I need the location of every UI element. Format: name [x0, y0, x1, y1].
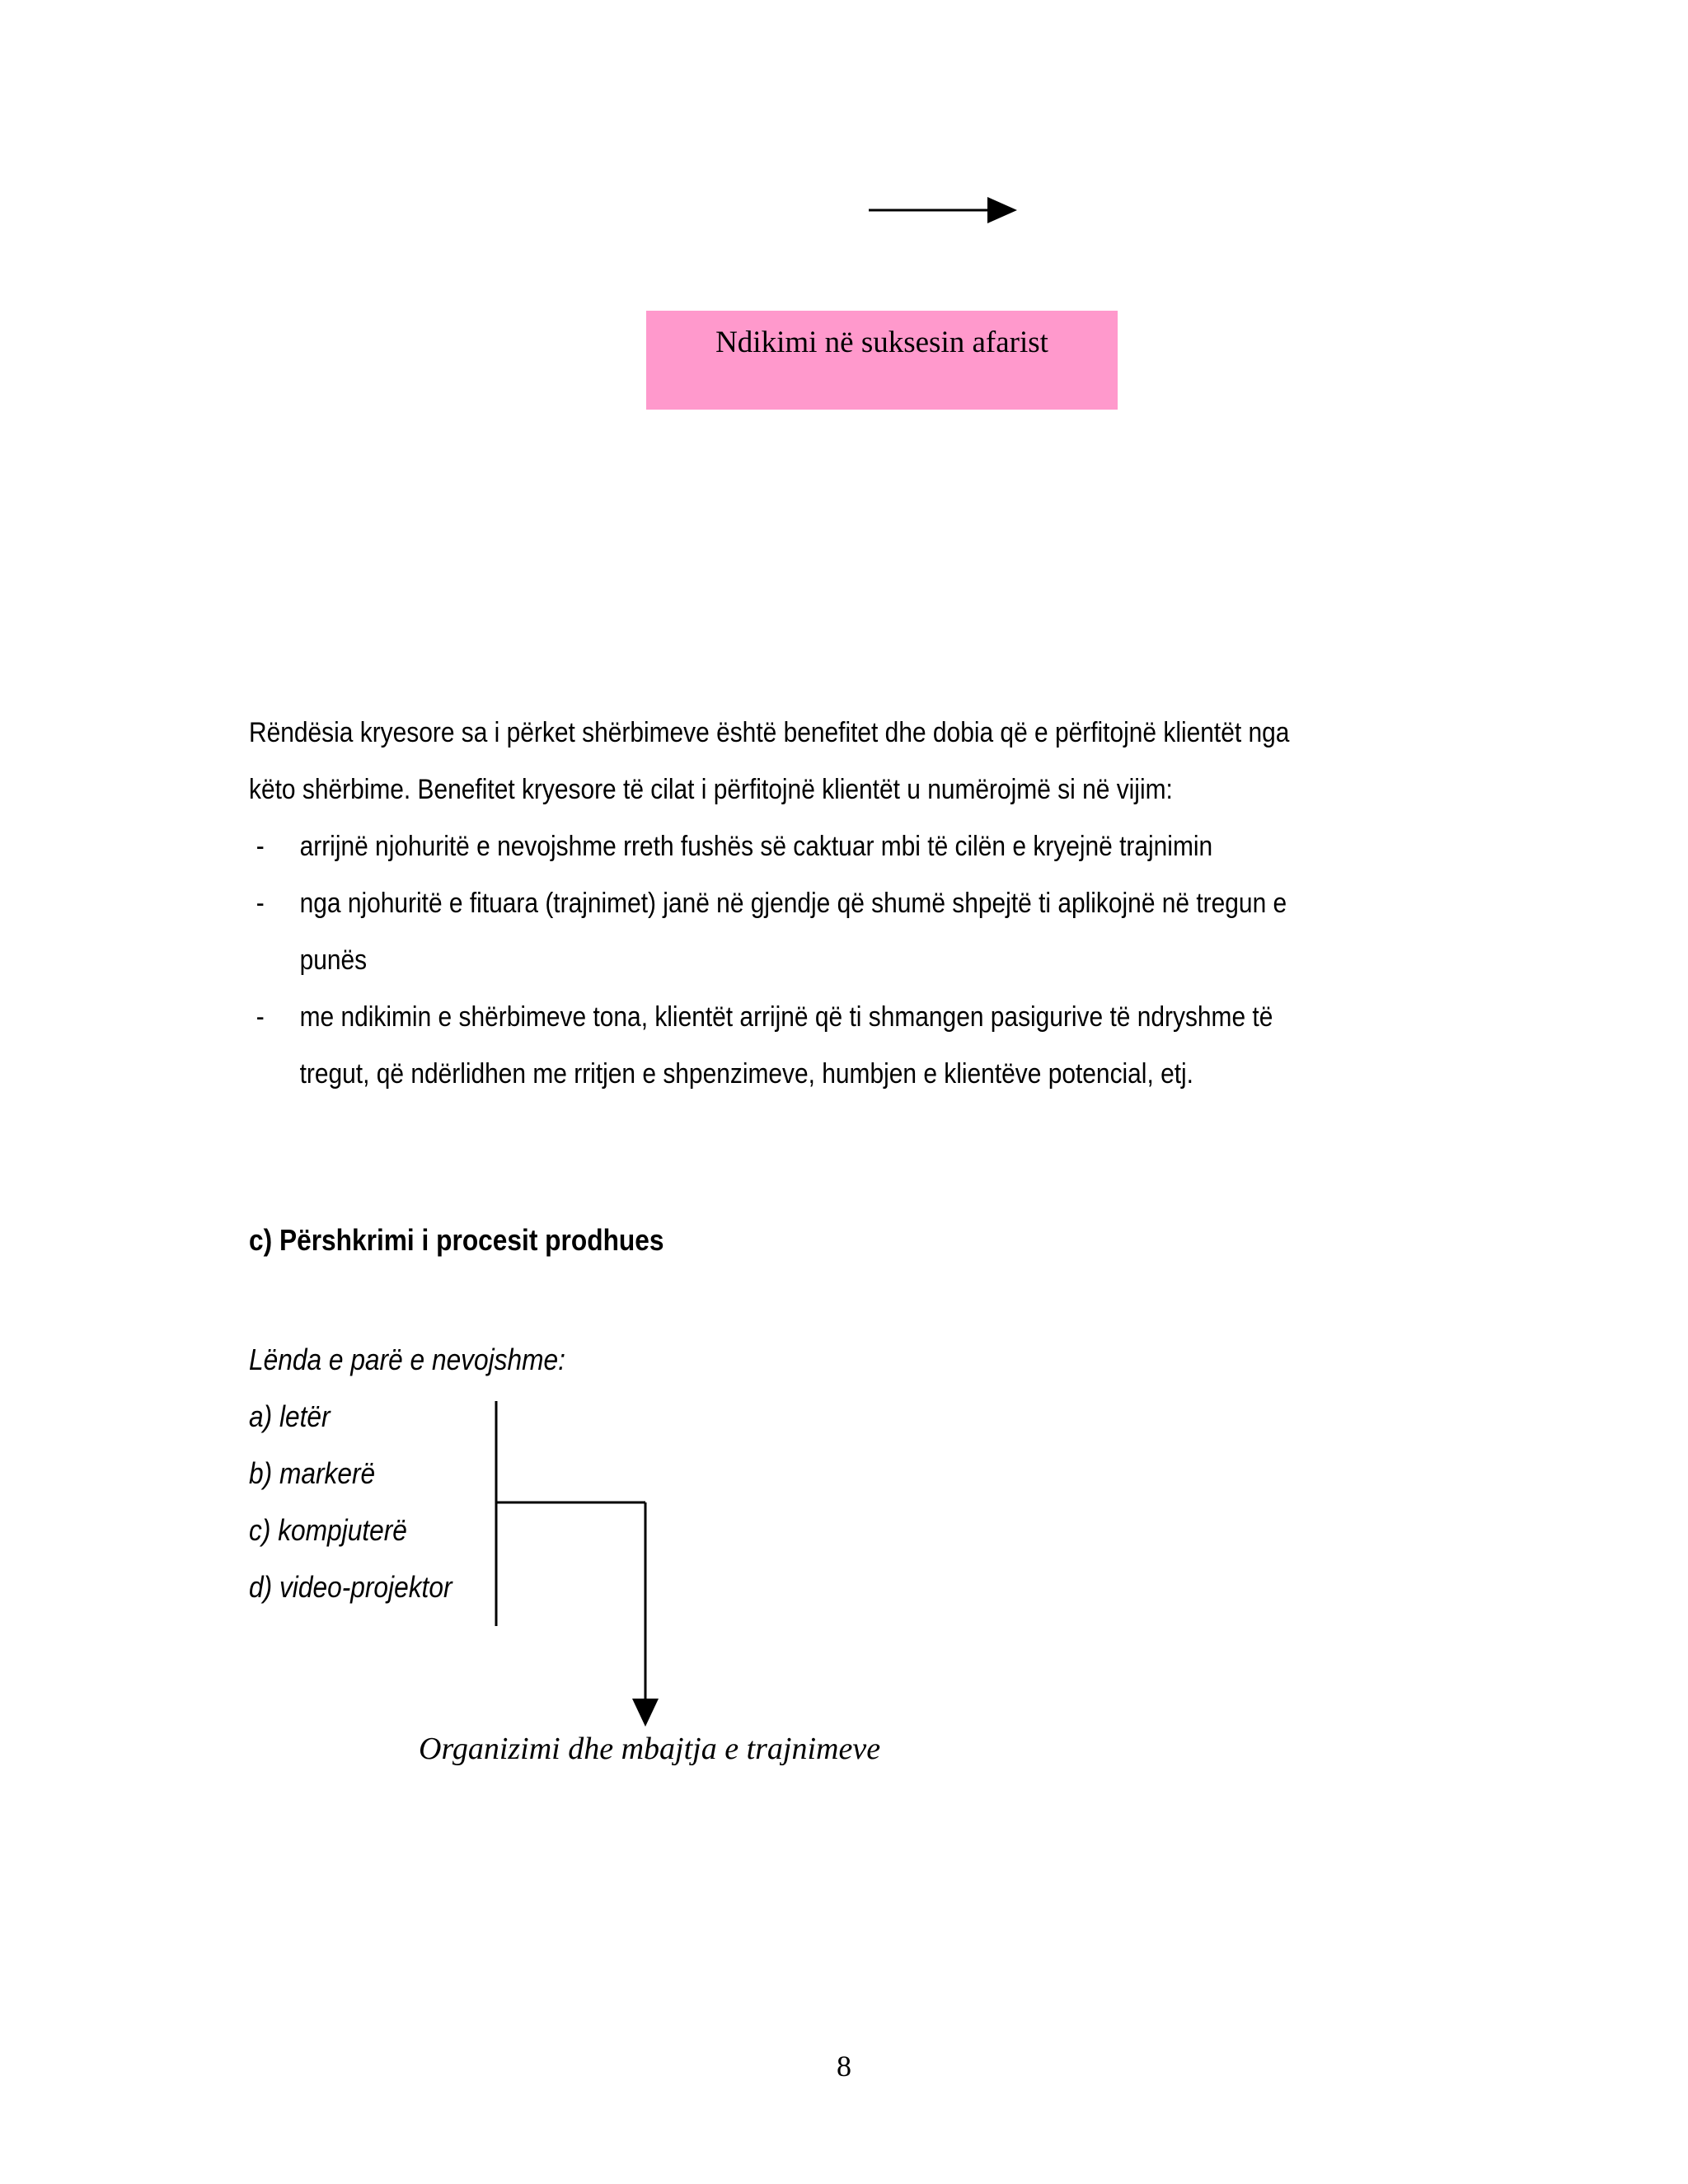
benefits-paragraph: [249, 705, 1337, 1103]
materials-title: Lënda e parë e nevojshme:: [249, 1343, 565, 1376]
list-item-text: nga njohuritë e fituara (trajnimet) janë në gjendje që shumë shpejtë ti aplikojnë në tregun e: [299, 888, 1287, 919]
material-item: b) markerë: [249, 1456, 376, 1490]
process-connector: [486, 1397, 676, 1727]
material-item: c) kompjuterë: [249, 1513, 407, 1547]
bullet-dash: -: [256, 831, 265, 862]
list-item: [249, 989, 1337, 1046]
list-item: [249, 818, 1337, 875]
process-output-label: Organizimi dhe mbajtja e trajnimeve: [419, 1732, 881, 1766]
impact-box: [646, 311, 1118, 410]
page-number: 8: [837, 2050, 851, 2083]
material-item: d) video-projektor: [249, 1570, 452, 1604]
list-item-continuation: [249, 932, 1337, 989]
bullet-dash: -: [256, 888, 265, 919]
list-item-continuation: [249, 1046, 1337, 1103]
material-item: a) letër: [249, 1399, 331, 1433]
paragraph-line: Rëndësia kryesore sa i përket shërbimeve është benefitet dhe dobia që e përfitojnë klientët nga: [249, 717, 1290, 748]
list-item-text: punës: [299, 944, 368, 976]
section-heading: c) Përshkrimi i procesit prodhues: [249, 1223, 664, 1257]
right-arrow-icon: [865, 190, 1022, 231]
down-arrow-icon: [632, 1699, 659, 1727]
list-item-text: arrijnë njohuritë e nevojshme rreth fushës së caktuar mbi të cilën e kryejnë trajnimin: [299, 831, 1213, 862]
list-item: [249, 875, 1337, 932]
impact-box-label: Ndikimi në suksesin afarist: [715, 326, 1048, 359]
list-item-text: me ndikimin e shërbimeve tona, klientët arrijnë që ti shmangen pasigurive të ndryshme të: [299, 1001, 1273, 1033]
bullet-dash: -: [256, 1001, 265, 1033]
list-item-text: tregut, që ndërlidhen me rritjen e shpenzimeve, humbjen e klientëve potencial, etj.: [299, 1058, 1194, 1090]
paragraph-line: këto shërbime. Benefitet kryesore të cilat i përfitojnë klientët u numërojmë si në vijim:: [249, 774, 1173, 805]
